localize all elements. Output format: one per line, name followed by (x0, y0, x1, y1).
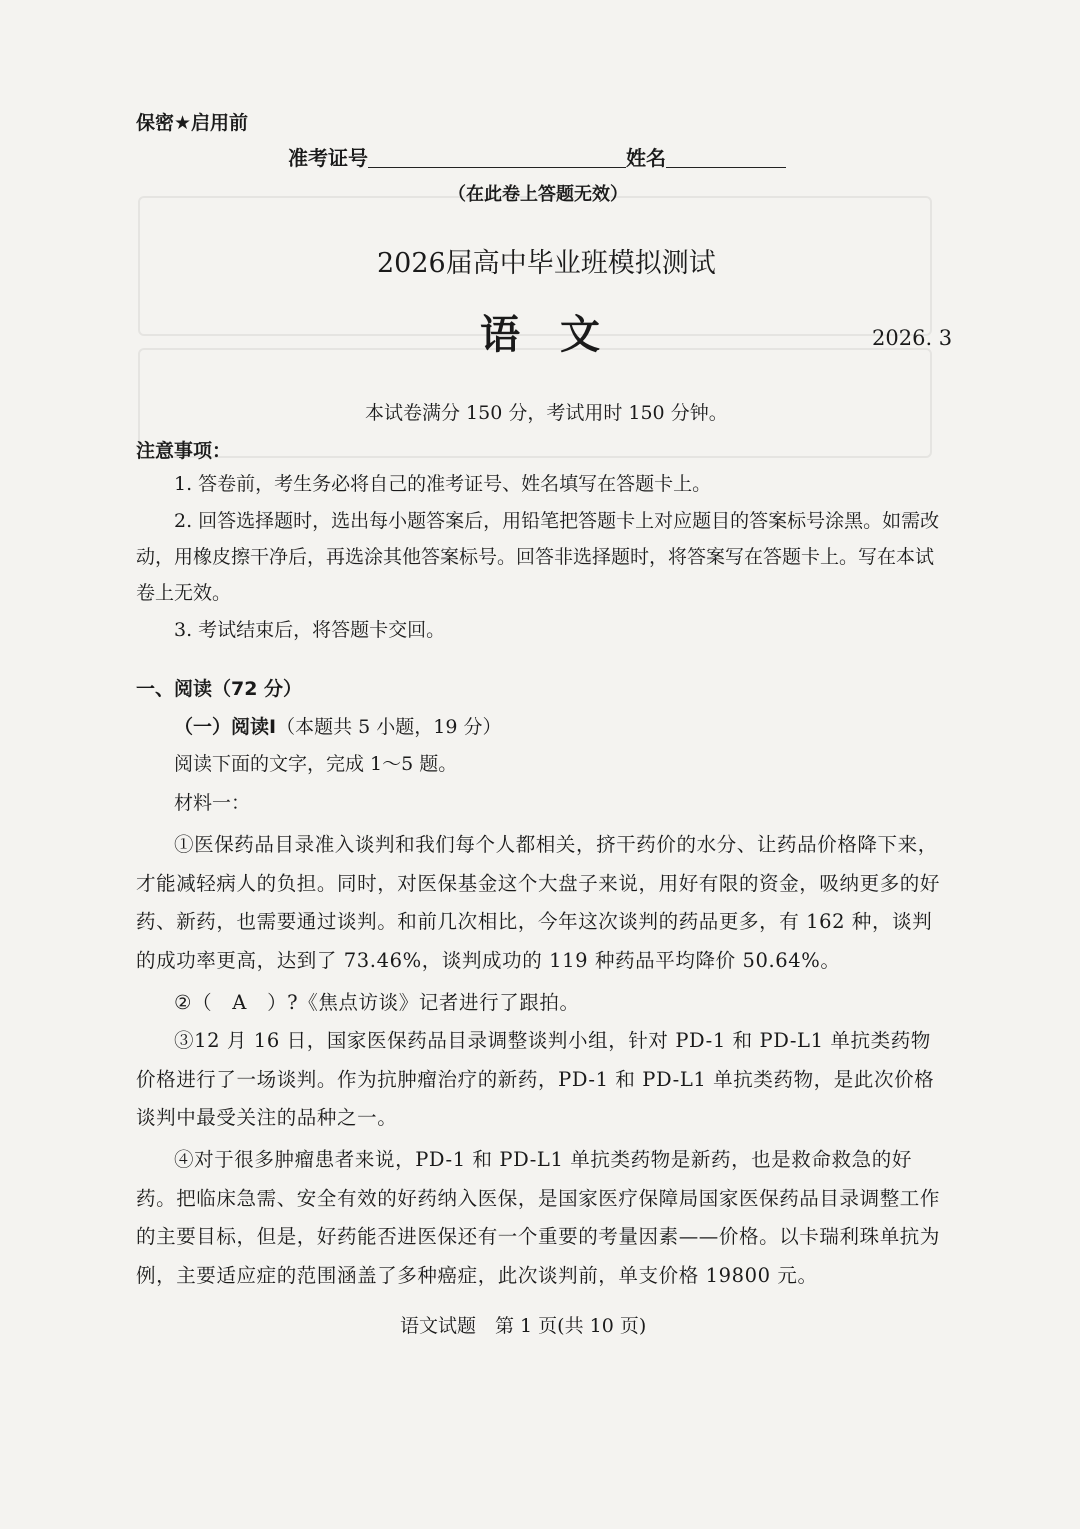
material-paragraph: ④对于很多肿瘤患者来说，PD-1 和 PD-L1 单抗类药物是新药，也是救命救急的好药。把临床急需、安全有效的好药纳入医保，是国家医疗保障局国家医保药品目录调整工作的主要目标，但是，好药能否进医保还有一个重要的考量因素——价格。以卡瑞利珠单抗为例，主要适应症的范围涵盖了多种癌症，此次谈判前，单支价格 19800 元。 (136, 1148, 941, 1287)
subsection-title (174, 712, 501, 739)
name-blank (666, 147, 786, 168)
material-paragraph: ③12 月 16 日，国家医保药品目录调整谈判小组，针对 PD-1 和 PD-L1 单抗类药物价格进行了一场谈判。作为抗肿瘤治疗的新药，PD-1 和 PD-L1 单抗类药物，是此次价格谈判中最受关注的品种之一。 (136, 1029, 935, 1129)
candidate-info-line (288, 142, 786, 171)
subsection-detail: （本题共 5 小题，19 分） (276, 716, 502, 738)
notice-item: 2. 回答选择题时，选出每小题答案后，用铅笔把答题卡上对应题目的答案标号涂黑。如需改动，用橡皮擦干净后，再选涂其他答案标号。回答非选择题时，将答案写在答题卡上。写在本试卷上无效。 (136, 510, 940, 604)
confidential-label: 保密★启用前 (136, 112, 249, 134)
exam-title: 2026届高中毕业班模拟测试 (377, 248, 716, 279)
subsection-label: （一）阅读Ⅰ (174, 716, 277, 738)
score-time-info: 本试卷满分 150 分，考试用时 150 分钟。 (365, 402, 728, 424)
notice-item: 1. 答卷前，考生务必将自己的准考证号、姓名填写在答题卡上。 (174, 473, 712, 495)
subject-title: 语文 (480, 311, 640, 358)
notice-title: 注意事项： (136, 440, 232, 462)
name-label: 姓名 (626, 146, 666, 170)
section-title: 一、阅读（72 分） (136, 678, 303, 700)
notice-item: 3. 考试结束后，将答题卡交回。 (174, 619, 446, 641)
exam-id-blank (368, 147, 626, 168)
material-paragraph: ②（ A ）?《焦点访谈》记者进行了跟拍。 (174, 991, 580, 1014)
exam-date: 2026. 3 (872, 326, 953, 350)
no-answer-note: （在此卷上答题无效） (448, 184, 628, 205)
exam-id-label: 准考证号 (288, 146, 368, 170)
page-footer: 语文试题 第 1 页(共 10 页) (400, 1315, 647, 1337)
reading-instruction: 阅读下面的文字，完成 1～5 题。 (174, 753, 458, 775)
material-paragraph: ①医保药品目录准入谈判和我们每个人都相关，挤干药价的水分、让药品价格降下来，才能减轻病人的负担。同时，对医保基金这个大盘子来说，用好有限的资金，吸纳更多的好药、新药，也需要通过谈判。和前几次相比，今年这次谈判的药品更多，有 162 种，谈判的成功率更高，达到了 73.46%，谈判成功的 119 种药品平均降价 50.64%。 (136, 833, 941, 972)
material-label: 材料一： (174, 792, 251, 814)
